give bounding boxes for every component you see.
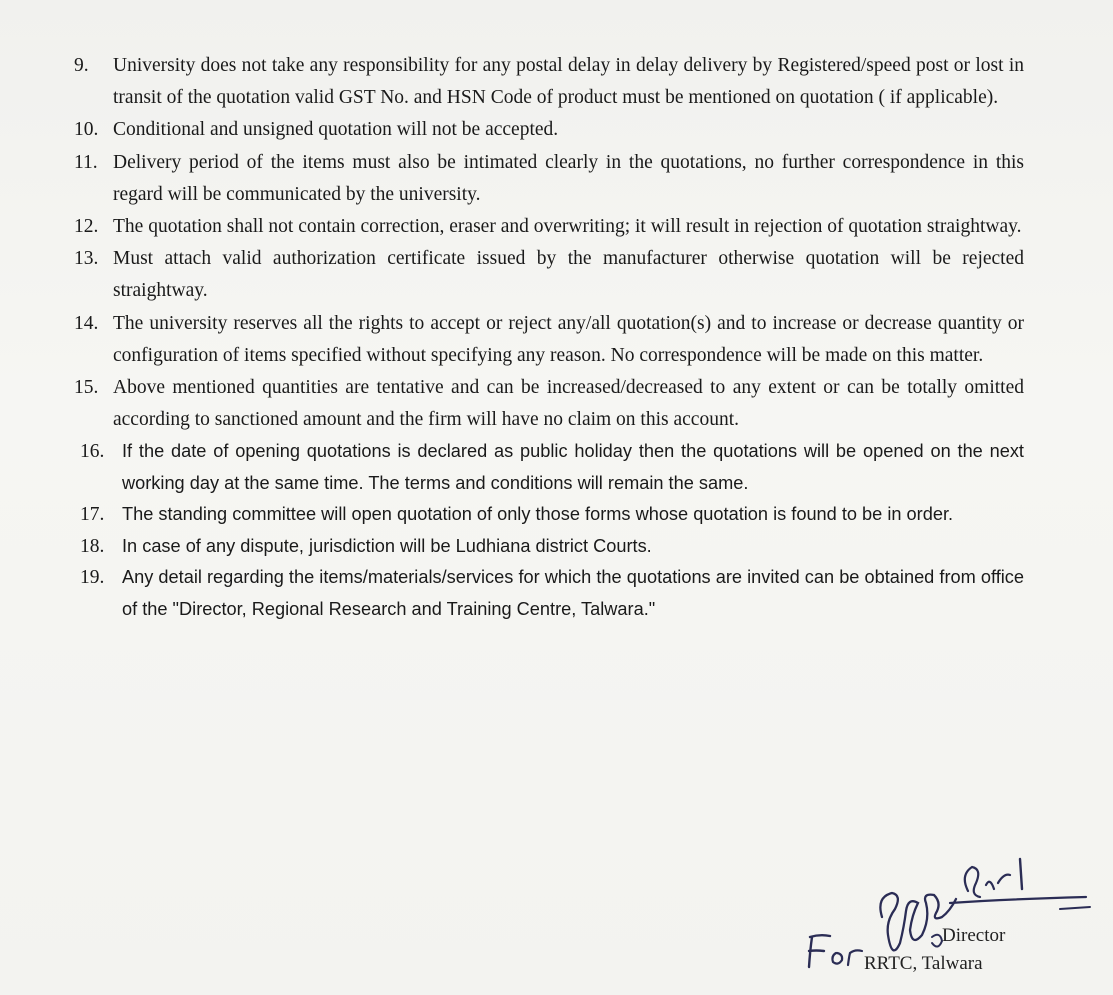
- term-text: Delivery period of the items must also be intimated clearly in the quotations, no further correspondence in this regard will be communicated by the university.: [113, 151, 1024, 205]
- term-text: Above mentioned quantities are tentative and can be increased/decreased to any extent or can be totally omitted according to sanctioned amount and the firm will have no claim on this account.: [113, 377, 1024, 431]
- term-text: Must attach valid authorization certificate issued by the manufacturer otherwise quotation will be rejected straightway.: [113, 248, 1024, 302]
- term-text: The quotation shall not contain correction, eraser and overwriting; it will result in rejection of quotation straightway.: [113, 216, 1022, 238]
- term-number: 12.: [74, 216, 99, 238]
- term-text: Any detail regarding the items/materials/services for which the quotations are invited can be obtained from office of the "Director, Regional Research and Training Centre, Talwara.": [122, 567, 1024, 619]
- term-item-9: [74, 50, 1024, 114]
- term-item-10: [74, 114, 1024, 146]
- term-number: 13.: [74, 248, 99, 270]
- term-number: 14.: [74, 312, 99, 334]
- term-item-19: [74, 562, 1024, 625]
- term-number: 17.: [80, 504, 105, 526]
- term-item-11: [74, 147, 1024, 211]
- term-item-12: [74, 211, 1024, 243]
- term-item-16: [74, 436, 1024, 499]
- term-item-14: [74, 308, 1024, 372]
- term-number: 11.: [74, 151, 98, 173]
- term-number: 9.: [74, 55, 89, 76]
- term-number: 10.: [74, 119, 99, 141]
- term-item-17: [74, 499, 1024, 531]
- term-number: 18.: [80, 535, 105, 557]
- term-item-15: [74, 372, 1024, 436]
- term-text: The standing committee will open quotation of only those forms whose quotation is found to be in order.: [122, 504, 954, 525]
- signatory-title: Director: [942, 925, 1006, 946]
- term-text: Conditional and unsigned quotation will not be accepted.: [113, 119, 559, 141]
- terms-list: [74, 50, 1024, 625]
- signatory-organization: RRTC, Talwara: [864, 953, 983, 974]
- term-number: 15.: [74, 377, 99, 399]
- term-text: If the date of opening quotations is declared as public holiday then the quotations will be opened on the next working day at the same time. The terms and conditions will remain the same.: [122, 441, 1024, 493]
- term-item-13: [74, 243, 1024, 307]
- term-text: University does not take any responsibility for any postal delay in delay delivery by Registered/speed post or lost in transit of the quotation valid GST No. and HSN Code of product must be mentioned on quotation ( if applicable).: [113, 55, 1024, 109]
- term-text: The university reserves all the rights to accept or reject any/all quotation(s) and to increase or decrease quantity or configuration of items specified without specifying any reason. No correspondence will be made on this matter.: [113, 312, 1024, 366]
- term-text: In case of any dispute, jurisdiction will be Ludhiana district Courts.: [122, 535, 652, 556]
- term-number: 19.: [80, 567, 105, 589]
- term-number: 16.: [80, 441, 105, 463]
- term-item-18: [74, 531, 1024, 563]
- signature-block: [800, 855, 1100, 985]
